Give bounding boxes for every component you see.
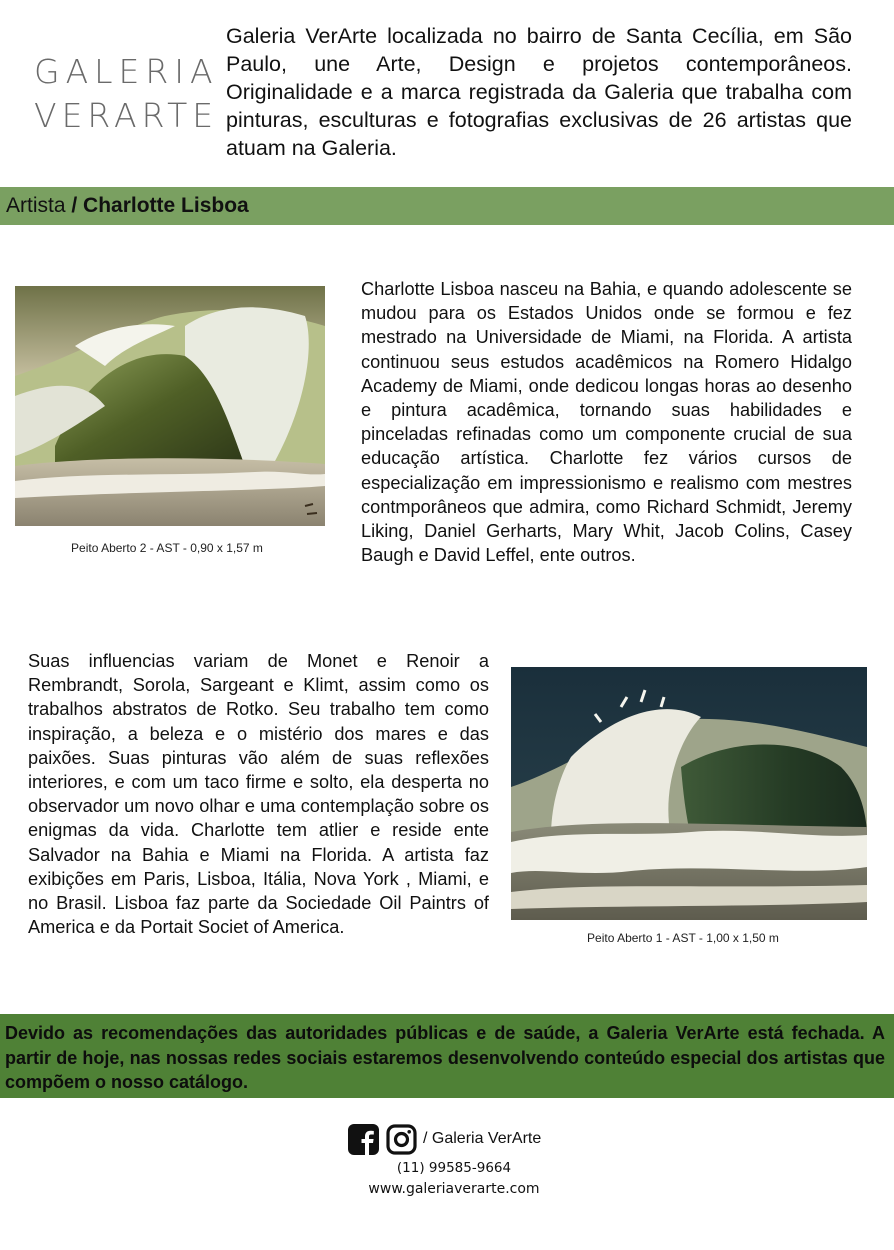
painting-peito-aberto-1: [511, 667, 867, 920]
facebook-icon[interactable]: [348, 1124, 379, 1155]
social-handle: / Galeria VerArte: [423, 1130, 542, 1147]
gallery-intro: Galeria VerArte localizada no bairro de Santa Cecília, em São Paulo, une Arte, Design e projetos contemporâneos. Originalidade e a marca registrada da Galeria que trabalha com pinturas, esculturas e fotografias exclusivas de 26 artistas que atuam na Galeria.: [226, 24, 852, 160]
painting-2-caption: Peito Aberto 1 - AST - 1,00 x 1,50 m: [587, 931, 779, 945]
closure-notice-text: Devido as recomendações das autoridades públicas e de saúde, a Galeria VerArte está fechada. A partir de hoje, nas nossas redes sociais estaremos desenvolvendo conteúdo especial dos artistas que compõem o nosso catálogo.: [5, 1023, 885, 1092]
logo-line-1: GALERIA: [34, 52, 219, 91]
logo-line-2: VERARTE: [34, 96, 219, 135]
bio-paragraph-2: Suas influencias variam de Monet e Renoir a Rembrandt, Sorola, Sargeant e Klimt, assim como os trabalhos abstratos de Rotko. Seu trabalho tem como inspiração, a beleza e o mistério dos mares e das paixões. Suas pinturas vão além de suas reflexões interiores, e com um taco firme e solto, ela desperta no observador um novo olhar e uma contemplação sobre os enigmas da vida. Charlotte tem atlier e reside ente Salvador na Bahia e Miami na Florida. A artista faz exibições em Paris, Lisboa, Itália, Nova York , Miami, e no Brasil. Lisboa faz parte da Sociedade Oil Paintrs of America e da Portait Societ of America.: [28, 651, 489, 938]
painting-1-caption: Peito Aberto 2 - AST - 0,90 x 1,57 m: [71, 541, 263, 555]
social-links: [348, 1122, 541, 1156]
painting-peito-aberto-2-art: [15, 286, 325, 526]
painting-peito-aberto-2: [15, 286, 325, 526]
artist-separator: /: [65, 194, 84, 217]
bio-paragraph-1: Charlotte Lisboa nasceu na Bahia, e quando adolescente se mudou para os Estados Unidos onde se formou e fez mestrado na Universidade de Miami, na Florida. A artista continuou seus estudos acadêmicos na Romero Hidalgo Academy de Miami, onde dedicou longas horas ao desenho e pintura acadêmica, tornando suas habilidades e pinceladas refinadas como um componente crucial de sua educação artística. Charlotte fez vários cursos de especialização em impressionismo e realismo com mestres contmporâneos que admira, como Richard Schmidt, Jeremy Liking, Daniel Gerharts, Mary Whit, Jacob Colins, Casey Baugh e David Leffel, ente outros.: [361, 279, 852, 566]
phone-number: (11) 99585-9664: [396, 1160, 512, 1176]
website-link[interactable]: www.galeriaverarte.com: [368, 1181, 540, 1197]
closure-notice: [0, 1014, 894, 1098]
painting-peito-aberto-1-art: [511, 667, 867, 920]
artist-name: Charlotte Lisboa: [83, 194, 249, 217]
artist-bar: [0, 187, 894, 225]
instagram-icon[interactable]: [386, 1124, 417, 1155]
gallery-logo: [34, 50, 219, 138]
artist-label: Artista: [6, 194, 66, 217]
